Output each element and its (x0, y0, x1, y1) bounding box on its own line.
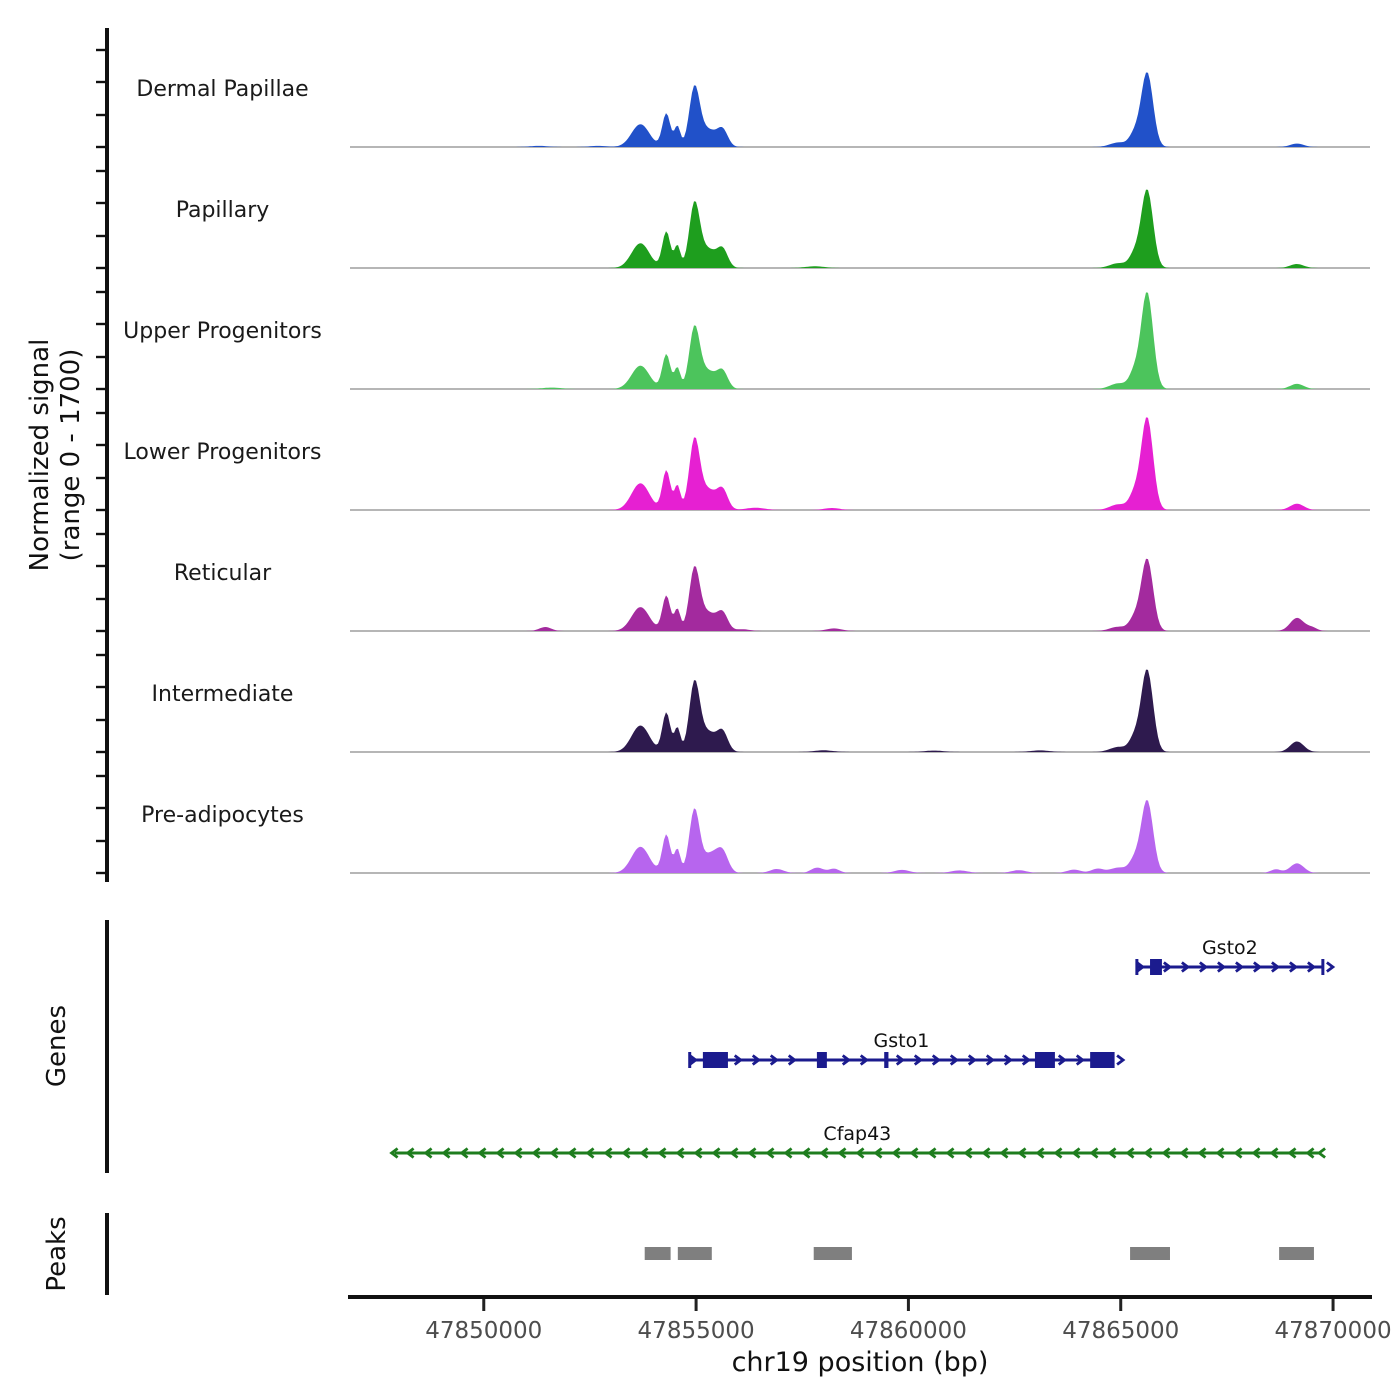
track-label-dermal-papillae: Dermal Papillae (136, 77, 309, 102)
gene-gsto2-label: Gsto2 (1201, 937, 1258, 959)
gene-gsto1-exon (817, 1052, 827, 1068)
y-axis-label-line1: Normalized signal (25, 338, 55, 572)
gene-gsto2-terminal-arrow (1327, 963, 1333, 972)
gene-gsto1-exon (884, 1052, 888, 1068)
x-tick-label: 47850000 (425, 1318, 543, 1344)
x-tick-label: 47860000 (849, 1318, 967, 1344)
peak-interval (1130, 1247, 1170, 1260)
x-axis-title: chr19 position (bp) (731, 1347, 989, 1378)
gene-gsto2-exon (1150, 959, 1162, 975)
gene-gsto1-exon (1090, 1052, 1112, 1068)
track-label-intermediate: Intermediate (151, 682, 294, 707)
y-axis-label (25, 175, 89, 735)
genes-section-label: Genes (42, 1004, 72, 1088)
signal-area-papillary (350, 190, 1370, 268)
signal-area-lower-progenitors (350, 417, 1370, 510)
peaks-section-label: Peaks (42, 1216, 72, 1292)
track-label-papillary: Papillary (175, 198, 270, 223)
peak-interval (814, 1247, 852, 1260)
track-label-lower-progenitors: Lower Progenitors (123, 440, 322, 465)
x-tick-label: 47870000 (1274, 1318, 1392, 1344)
track-label-pre-adipocytes: Pre-adipocytes (141, 803, 304, 828)
gene-gsto1-label: Gsto1 (873, 1030, 930, 1052)
gene-gsto1-exon (703, 1052, 728, 1068)
signal-area-reticular (350, 559, 1370, 631)
gene-gsto1-terminal-arrow (1117, 1056, 1123, 1065)
gene-gsto1-exon (1035, 1052, 1055, 1068)
peak-interval (678, 1247, 712, 1260)
signal-area-pre-adipocytes (350, 800, 1370, 873)
signal-area-dermal-papillae (350, 73, 1370, 148)
peak-interval (1279, 1247, 1314, 1260)
track-label-reticular: Reticular (173, 561, 272, 586)
signal-area-upper-progenitors (350, 292, 1370, 389)
x-tick-label: 47855000 (637, 1318, 755, 1344)
x-axis-spine (348, 1295, 1372, 1299)
genes-axis-spine (105, 920, 109, 1173)
peaks-axis-spine (105, 1213, 109, 1295)
peak-interval (645, 1247, 671, 1260)
gene-cfap43-label: Cfap43 (823, 1123, 892, 1145)
signal-area-intermediate (350, 670, 1370, 752)
gene-cfap43-end-arrow (1319, 1149, 1325, 1158)
y-axis-label-line2: (range 0 - 1700) (56, 348, 86, 562)
x-tick-label: 47865000 (1062, 1318, 1180, 1344)
track-label-upper-progenitors: Upper Progenitors (123, 319, 322, 344)
